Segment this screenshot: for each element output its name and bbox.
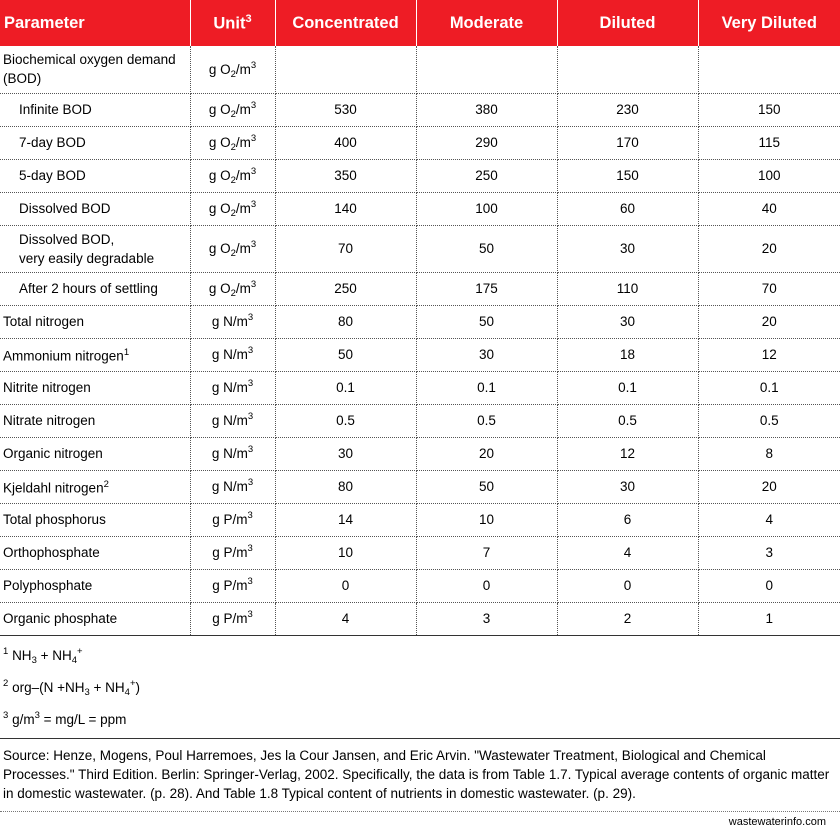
table-row — [0, 192, 840, 225]
table-row — [0, 159, 840, 192]
header-concentrated: Concentrated — [275, 0, 416, 46]
table-body — [0, 46, 840, 635]
value-cell-very-diluted: 0 — [698, 569, 840, 602]
parameter-cell: Polyphosphate — [0, 569, 190, 602]
value-cell-concentrated: 0.1 — [275, 371, 416, 404]
table-row — [0, 272, 840, 305]
value-cell-concentrated: 70 — [275, 225, 416, 272]
value-cell-very-diluted: 20 — [698, 225, 840, 272]
value-cell-moderate: 10 — [416, 503, 557, 536]
header-very-diluted: Very Diluted — [721, 13, 817, 32]
parameter-cell: Organic nitrogen — [0, 437, 190, 470]
unit-cell: g $O_2/m^3$ — [190, 46, 275, 93]
value-cell-diluted: 12 — [557, 437, 698, 470]
value-cell-concentrated: 14 — [275, 503, 416, 536]
table-row — [0, 338, 840, 371]
value-cell-moderate: 20 — [416, 437, 557, 470]
value-cell-diluted: 60 — [557, 192, 698, 225]
unit-cell: g $O_2/m^3$ — [190, 225, 275, 272]
unit-cell: g $O_2/m^3$ — [190, 272, 275, 305]
value-cell-very-diluted: 40 — [698, 192, 840, 225]
site-credit: wastewaterinfo.com — [728, 815, 826, 828]
value-cell-moderate: 175 — [416, 272, 557, 305]
value-cell-diluted: 150 — [557, 159, 698, 192]
table-row — [0, 437, 840, 470]
value-cell-very-diluted — [698, 46, 840, 93]
value-cell-diluted: 0.5 — [557, 404, 698, 437]
unit-cell: g $O_2/m^3$ — [190, 159, 275, 192]
value-cell-very-diluted: 100 — [698, 159, 840, 192]
value-cell-diluted: 18 — [557, 338, 698, 371]
value-cell-very-diluted: 0.5 — [698, 404, 840, 437]
table-row — [0, 503, 840, 536]
value-cell-moderate: 50 — [416, 305, 557, 338]
value-cell-concentrated — [275, 46, 416, 93]
value-cell-very-diluted: 20 — [698, 305, 840, 338]
table-row — [0, 225, 840, 272]
value-cell-moderate: 7 — [416, 536, 557, 569]
value-cell-diluted: 170 — [557, 126, 698, 159]
value-cell-very-diluted: 8 — [698, 437, 840, 470]
value-cell-concentrated: 140 — [275, 192, 416, 225]
parameter-cell: 5-day BOD — [0, 159, 190, 192]
unit-cell: g $P/m^3$ — [190, 503, 275, 536]
value-cell-concentrated: 0.5 — [275, 404, 416, 437]
value-cell-moderate: 290 — [416, 126, 557, 159]
parameter-cell: Total nitrogen — [0, 305, 190, 338]
value-cell-very-diluted: 4 — [698, 503, 840, 536]
value-cell-concentrated: 530 — [275, 93, 416, 126]
parameter-cell: After 2 hours of settling — [0, 272, 190, 305]
value-cell-concentrated: 400 — [275, 126, 416, 159]
parameter-cell: 7-day BOD — [0, 126, 190, 159]
value-cell-diluted: 110 — [557, 272, 698, 305]
header-unit: Unit$^3$ — [190, 0, 275, 46]
value-cell-moderate: 50 — [416, 470, 557, 503]
value-cell-diluted: 30 — [557, 305, 698, 338]
value-cell-moderate: 3 — [416, 602, 557, 635]
header-diluted: Diluted — [557, 0, 698, 46]
value-cell-concentrated: 50 — [275, 338, 416, 371]
unit-cell: g $N/m^3$ — [190, 338, 275, 371]
value-cell-diluted: 30 — [557, 470, 698, 503]
footnote-1: $^1$ $NH_3 + NH_4^+$ — [3, 645, 83, 666]
value-cell-diluted: 230 — [557, 93, 698, 126]
value-cell-moderate: 250 — [416, 159, 557, 192]
value-cell-concentrated: 4 — [275, 602, 416, 635]
value-cell-diluted — [557, 46, 698, 93]
value-cell-moderate: 30 — [416, 338, 557, 371]
unit-cell: g $N/m^3$ — [190, 437, 275, 470]
parameter-cell: Dissolved BOD, very easily degradable — [0, 225, 190, 272]
table-row — [0, 536, 840, 569]
unit-cell: g $N/m^3$ — [190, 404, 275, 437]
value-cell-moderate: 100 — [416, 192, 557, 225]
parameter-cell: Orthophosphate — [0, 536, 190, 569]
unit-cell: g $N/m^3$ — [190, 371, 275, 404]
unit-cell: g $O_2/m^3$ — [190, 126, 275, 159]
table-row — [0, 305, 840, 338]
value-cell-concentrated: 350 — [275, 159, 416, 192]
header-moderate: Moderate — [416, 0, 557, 46]
value-cell-very-diluted: 20 — [698, 470, 840, 503]
value-cell-diluted: 4 — [557, 536, 698, 569]
unit-cell: g $O_2/m^3$ — [190, 192, 275, 225]
value-cell-moderate: 380 — [416, 93, 557, 126]
value-cell-diluted: 2 — [557, 602, 698, 635]
parameter-cell: Total phosphorus — [0, 503, 190, 536]
header-parameter: Parameter — [0, 0, 190, 46]
parameter-cell: Dissolved BOD — [0, 192, 190, 225]
parameter-cell: Infinite BOD — [0, 93, 190, 126]
parameter-cell: Ammonium nitrogen$^1$ — [0, 338, 190, 371]
value-cell-diluted: 30 — [557, 225, 698, 272]
unit-cell: g $O_2/m^3$ — [190, 93, 275, 126]
value-cell-concentrated: 10 — [275, 536, 416, 569]
table-row — [0, 470, 840, 503]
unit-cell: g $N/m^3$ — [190, 470, 275, 503]
footnote-3: $^3$ $g/m^3 = mg/L$ = ppm — [3, 709, 127, 727]
value-cell-very-diluted: 70 — [698, 272, 840, 305]
value-cell-very-diluted: 115 — [698, 126, 840, 159]
table-header-row — [0, 0, 840, 46]
value-cell-moderate: 50 — [416, 225, 557, 272]
value-cell-concentrated: 30 — [275, 437, 416, 470]
value-cell-diluted: 0 — [557, 569, 698, 602]
table-row — [0, 602, 840, 635]
table-row — [0, 93, 840, 126]
table-row — [0, 371, 840, 404]
table-row — [0, 569, 840, 602]
table-row — [0, 126, 840, 159]
value-cell-very-diluted: 3 — [698, 536, 840, 569]
value-cell-concentrated: 0 — [275, 569, 416, 602]
value-cell-very-diluted: 1 — [698, 602, 840, 635]
table-row — [0, 46, 840, 93]
value-cell-moderate: 0 — [416, 569, 557, 602]
value-cell-diluted: 0.1 — [557, 371, 698, 404]
unit-cell: g $P/m^3$ — [190, 536, 275, 569]
value-cell-moderate — [416, 46, 557, 93]
unit-cell: g $P/m^3$ — [190, 602, 275, 635]
value-cell-very-diluted: 0.1 — [698, 371, 840, 404]
parameter-cell: Nitrate nitrogen — [0, 404, 190, 437]
footnote-2: $^2$ $org-(N +NH_3 + NH_4^+)$ — [3, 677, 141, 698]
value-cell-very-diluted: 12 — [698, 338, 840, 371]
value-cell-moderate: 0.5 — [416, 404, 557, 437]
parameter-cell: Biochemical oxygen demand (BOD) — [0, 46, 190, 93]
table-row — [0, 404, 840, 437]
value-cell-very-diluted: 150 — [698, 93, 840, 126]
value-cell-moderate: 0.1 — [416, 371, 557, 404]
value-cell-concentrated: 80 — [275, 470, 416, 503]
footnotes — [0, 636, 840, 739]
value-cell-concentrated: 80 — [275, 305, 416, 338]
parameter-cell: Nitrite nitrogen — [0, 371, 190, 404]
unit-cell: g $N/m^3$ — [190, 305, 275, 338]
source-citation: Source: Henze, Mogens, Poul Harremoes, Jes la Cour Jansen, and Eric Arvin. "Wastewater Treatment, Biological and Chemical Processes." Third Edition. Berlin: Springer-Verlag, 2002. Specifically, the data is from Table 1.7. Typical average contents of organic matter in domestic wastewater. (p. 28). And Table 1.8 Typical content of nutrients in domestic wastewater. (p. 29). — [0, 739, 840, 812]
value-cell-concentrated: 250 — [275, 272, 416, 305]
parameter-cell: Kjeldahl nitrogen$^2$ — [0, 470, 190, 503]
parameter-cell: Organic phosphate — [0, 602, 190, 635]
unit-cell: g $P/m^3$ — [190, 569, 275, 602]
value-cell-diluted: 6 — [557, 503, 698, 536]
